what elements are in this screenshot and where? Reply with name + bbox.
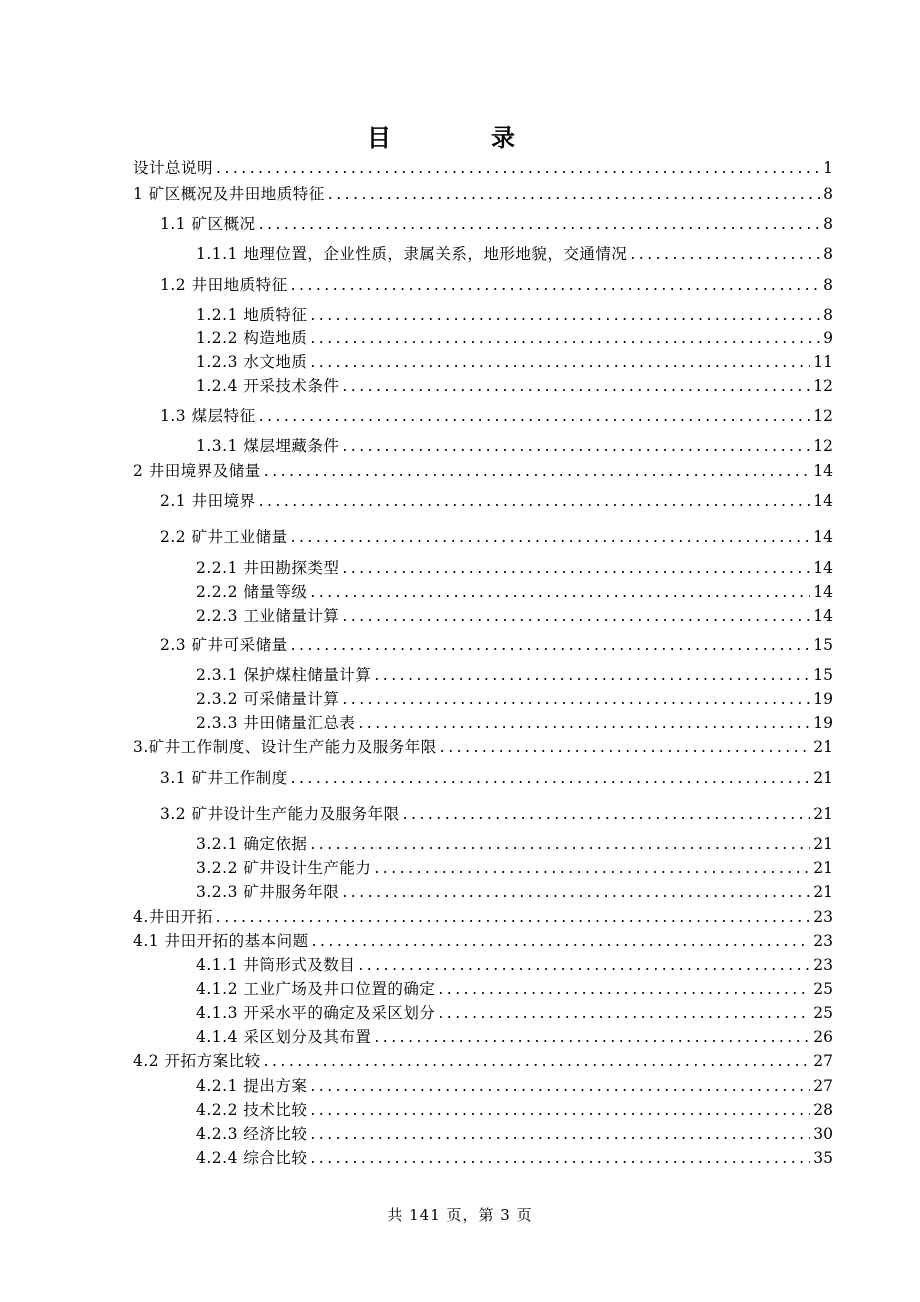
toc-entry-text: 1.2.1 地质特征 — [196, 306, 308, 324]
dot-leader — [291, 767, 811, 789]
dot-leader — [358, 712, 810, 734]
toc-entry[interactable] — [196, 857, 833, 879]
toc-entry-page: 21 — [813, 738, 833, 756]
toc-entry-text: 3.2.2 矿井设计生产能力 — [196, 859, 372, 877]
toc-entry[interactable] — [160, 526, 833, 548]
dot-leader — [264, 460, 810, 482]
dot-leader — [310, 1099, 810, 1121]
toc-entry-page: 14 — [813, 583, 833, 601]
toc-entry[interactable] — [196, 1026, 833, 1048]
toc-entry[interactable] — [196, 954, 833, 976]
dot-leader — [342, 881, 810, 903]
toc-entry[interactable] — [133, 1050, 833, 1072]
dot-leader — [264, 1050, 811, 1072]
toc-entry-page: 14 — [813, 607, 833, 625]
toc-entry[interactable] — [196, 557, 833, 579]
dot-leader — [403, 803, 811, 825]
toc-entry[interactable] — [196, 243, 833, 265]
page-title: 目 录 — [367, 123, 553, 152]
toc-entry-text: 2.1 井田境界 — [160, 492, 256, 510]
toc-entry-page: 15 — [813, 666, 833, 684]
toc-entry[interactable] — [133, 906, 833, 928]
toc-entry-page: 15 — [813, 636, 833, 654]
toc-entry-text: 1.1 矿区概况 — [160, 215, 256, 233]
dot-leader — [216, 157, 820, 179]
toc-entry-page: 12 — [813, 407, 833, 425]
toc-entry[interactable] — [160, 767, 833, 789]
dot-leader — [216, 906, 810, 928]
toc-entry-page: 23 — [813, 908, 833, 926]
toc-entry[interactable] — [196, 1099, 833, 1121]
toc-entry[interactable] — [196, 712, 833, 734]
toc-entry-page: 27 — [813, 1077, 833, 1095]
toc-entry[interactable] — [196, 581, 833, 603]
dot-leader — [630, 243, 820, 265]
toc-entry-text: 4.1.3 开采水平的确定及采区划分 — [196, 1004, 436, 1022]
toc-entry-page: 8 — [823, 306, 833, 324]
toc-entry[interactable] — [196, 1123, 833, 1145]
toc-entry[interactable] — [196, 1075, 833, 1097]
toc-entry-page: 9 — [823, 329, 833, 347]
dot-leader — [312, 930, 811, 952]
toc-entry-page: 30 — [813, 1125, 833, 1143]
toc-entry[interactable] — [196, 881, 833, 903]
toc-entry-page: 8 — [823, 185, 833, 203]
toc-entry-page: 19 — [813, 690, 833, 708]
dot-leader — [342, 688, 810, 710]
toc-entry-text: 设计总说明 — [133, 159, 214, 177]
toc-entry-page: 14 — [813, 559, 833, 577]
toc-entry-page: 21 — [813, 769, 833, 787]
toc-entry-text: 4.2.3 经济比较 — [196, 1125, 308, 1143]
dot-leader — [438, 978, 810, 1000]
dot-leader — [259, 213, 821, 235]
toc-entry-text: 1.3.1 煤层埋藏条件 — [196, 437, 340, 455]
toc-entry-text: 1.2.3 水文地质 — [196, 353, 308, 371]
dot-leader — [358, 954, 810, 976]
toc-entry-page: 8 — [823, 215, 833, 233]
toc-entry[interactable] — [160, 803, 833, 825]
toc-entry[interactable] — [160, 213, 833, 235]
toc-entry-page: 8 — [823, 276, 833, 294]
toc-entry[interactable] — [133, 460, 833, 482]
toc-entry-page: 14 — [813, 492, 833, 510]
toc-entry[interactable] — [196, 1002, 833, 1024]
toc-entry[interactable] — [196, 375, 833, 397]
toc-entry-page: 11 — [813, 353, 833, 371]
toc-entry-text: 4.1.2 工业广场及井口位置的确定 — [196, 980, 436, 998]
toc-entry[interactable] — [133, 736, 833, 758]
toc-entry-text: 3.2.1 确定依据 — [196, 835, 308, 853]
toc-entry-page: 21 — [813, 883, 833, 901]
toc-entry[interactable] — [160, 405, 833, 427]
dot-leader — [440, 736, 810, 758]
dot-leader — [342, 375, 810, 397]
toc-entry-text: 4.2.2 技术比较 — [196, 1101, 308, 1119]
toc-entry[interactable] — [196, 435, 833, 457]
toc-entry-text: 2.2.2 储量等级 — [196, 583, 308, 601]
toc-entry-text: 4.2 开拓方案比较 — [133, 1052, 261, 1070]
dot-leader — [259, 405, 811, 427]
dot-leader — [342, 435, 810, 457]
toc-entry-page: 21 — [813, 805, 833, 823]
toc-entry-text: 3.矿井工作制度、设计生产能力及服务年限 — [133, 738, 437, 756]
toc-entry-text: 4.1 井田开拓的基本问题 — [133, 932, 309, 950]
toc-entry-page: 27 — [813, 1052, 833, 1070]
dot-leader — [342, 605, 810, 627]
dot-leader — [291, 526, 811, 548]
toc-entry-page: 23 — [813, 932, 833, 950]
toc-entry-page: 23 — [813, 956, 833, 974]
toc-entry-page: 12 — [813, 377, 833, 395]
toc-entry[interactable] — [196, 664, 833, 686]
toc-entry-text: 2.2 矿井工业储量 — [160, 528, 288, 546]
toc-entry-text: 3.1 矿井工作制度 — [160, 769, 288, 787]
toc-entry-text: 4.井田开拓 — [133, 908, 213, 926]
toc-entry-text: 3.2.3 矿井服务年限 — [196, 883, 340, 901]
dot-leader — [259, 490, 811, 512]
dot-leader — [310, 581, 810, 603]
page-footer: 共 141 页，第 3 页 — [387, 1206, 533, 1224]
toc-entry-text: 1 矿区概况及井田地质特征 — [133, 185, 325, 203]
toc-entry-text: 4.2.1 提出方案 — [196, 1077, 308, 1095]
toc-entry-page: 14 — [813, 528, 833, 546]
dot-leader — [374, 1026, 810, 1048]
toc-entry-page: 28 — [813, 1101, 833, 1119]
dot-leader — [310, 351, 810, 373]
toc-entry-page: 19 — [813, 714, 833, 732]
toc-entry-page: 25 — [813, 980, 833, 998]
toc-entry[interactable] — [133, 930, 833, 952]
toc-entry-text: 2 井田境界及储量 — [133, 462, 261, 480]
dot-leader — [310, 833, 810, 855]
toc-entry[interactable] — [196, 978, 833, 1000]
toc-entry-text: 1.2.4 开采技术条件 — [196, 377, 340, 395]
toc-entry-text: 4.1.4 采区划分及其布置 — [196, 1028, 372, 1046]
toc-entry-text: 1.3 煤层特征 — [160, 407, 256, 425]
toc-entry[interactable] — [196, 688, 833, 710]
toc-entry-text: 3.2 矿井设计生产能力及服务年限 — [160, 805, 400, 823]
toc-entry[interactable] — [196, 327, 833, 349]
toc-entry-page: 25 — [813, 1004, 833, 1022]
toc-entry-text: 1.1.1 地理位置，企业性质，隶属关系，地形地貌，交通情况 — [196, 245, 628, 263]
dot-leader — [374, 857, 810, 879]
toc-entry-text: 4.2.4 综合比较 — [196, 1149, 308, 1167]
toc-entry[interactable] — [160, 634, 833, 656]
toc-entry-page: 35 — [813, 1149, 833, 1167]
toc-entry-text: 2.3 矿井可采储量 — [160, 636, 288, 654]
toc-entry-text: 1.2.2 构造地质 — [196, 329, 308, 347]
toc-entry-page: 26 — [813, 1028, 833, 1046]
toc-entry[interactable] — [196, 351, 833, 373]
dot-leader — [342, 557, 810, 579]
toc-entry[interactable] — [133, 183, 833, 205]
toc-entry[interactable] — [196, 304, 833, 326]
toc-entry-page: 14 — [813, 462, 833, 480]
dot-leader — [438, 1002, 810, 1024]
toc-entry-text: 1.2 井田地质特征 — [160, 276, 288, 294]
dot-leader — [328, 183, 820, 205]
dot-leader — [310, 304, 820, 326]
dot-leader — [374, 664, 810, 686]
toc-entry-text: 2.3.1 保护煤柱储量计算 — [196, 666, 372, 684]
toc-entry[interactable] — [196, 833, 833, 855]
toc-entry[interactable] — [196, 605, 833, 627]
toc-entry-page: 1 — [823, 159, 833, 177]
toc-entry-page: 21 — [813, 859, 833, 877]
dot-leader — [310, 1075, 810, 1097]
toc-entry[interactable] — [160, 490, 833, 512]
toc-entry[interactable] — [160, 274, 833, 296]
toc-entry[interactable] — [133, 157, 833, 179]
toc-entry[interactable] — [196, 1147, 833, 1169]
toc-entry-text: 2.3.2 可采储量计算 — [196, 690, 340, 708]
toc-entry-text: 2.2.3 工业储量计算 — [196, 607, 340, 625]
dot-leader — [310, 327, 820, 349]
toc-entry-text: 2.3.3 井田储量汇总表 — [196, 714, 356, 732]
toc-entry-page: 8 — [823, 245, 833, 263]
toc-entry-page: 21 — [813, 835, 833, 853]
dot-leader — [310, 1123, 810, 1145]
dot-leader — [310, 1147, 810, 1169]
toc-entry-text: 4.1.1 井筒形式及数目 — [196, 956, 356, 974]
dot-leader — [291, 634, 811, 656]
dot-leader — [291, 274, 821, 296]
toc-entry-page: 12 — [813, 437, 833, 455]
toc-entry-text: 2.2.1 井田勘探类型 — [196, 559, 340, 577]
